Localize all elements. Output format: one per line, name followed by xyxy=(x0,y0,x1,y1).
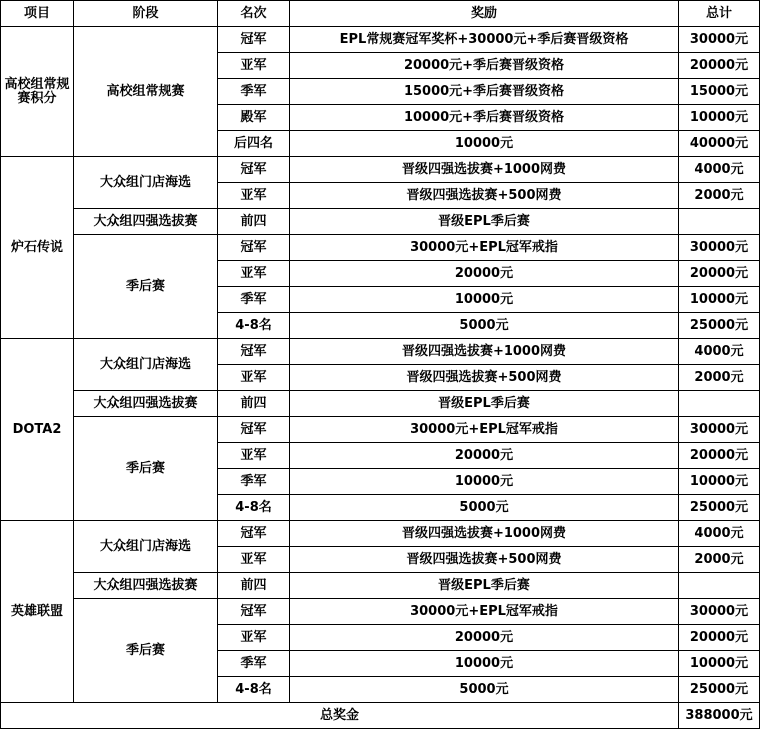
reward-cell: 30000元+EPL冠军戒指 xyxy=(290,599,679,625)
project-cell: 英雄联盟 xyxy=(1,521,74,703)
total-cell: 4000元 xyxy=(679,157,760,183)
table-row xyxy=(1,27,760,53)
reward-cell: 30000元+EPL冠军戒指 xyxy=(290,417,679,443)
reward-cell: 5000元 xyxy=(290,677,679,703)
reward-cell: 晋级四强选拔赛+1000网费 xyxy=(290,521,679,547)
total-cell: 4000元 xyxy=(679,521,760,547)
total-cell: 15000元 xyxy=(679,79,760,105)
reward-cell: 10000元 xyxy=(290,131,679,157)
rank-cell: 季军 xyxy=(218,79,290,105)
reward-cell: 30000元+EPL冠军戒指 xyxy=(290,235,679,261)
total-cell: 30000元 xyxy=(679,417,760,443)
total-cell: 25000元 xyxy=(679,495,760,521)
rank-cell: 冠军 xyxy=(218,339,290,365)
rank-cell: 亚军 xyxy=(218,547,290,573)
total-cell: 10000元 xyxy=(679,287,760,313)
reward-cell: 5000元 xyxy=(290,495,679,521)
rank-cell: 前四 xyxy=(218,391,290,417)
total-cell xyxy=(679,391,760,417)
rank-cell: 季军 xyxy=(218,469,290,495)
rank-cell: 冠军 xyxy=(218,235,290,261)
reward-cell: 10000元+季后赛晋级资格 xyxy=(290,105,679,131)
header-stage: 阶段 xyxy=(74,1,218,27)
rank-cell: 冠军 xyxy=(218,157,290,183)
reward-cell: 20000元 xyxy=(290,443,679,469)
total-cell: 30000元 xyxy=(679,599,760,625)
footer-row xyxy=(1,703,760,729)
table-row xyxy=(1,391,760,417)
reward-cell: 晋级四强选拔赛+500网费 xyxy=(290,183,679,209)
stage-cell: 大众组门店海选 xyxy=(74,157,218,209)
rank-cell: 殿军 xyxy=(218,105,290,131)
rank-cell: 亚军 xyxy=(218,365,290,391)
rank-cell: 季军 xyxy=(218,287,290,313)
total-cell: 10000元 xyxy=(679,105,760,131)
total-cell: 20000元 xyxy=(679,443,760,469)
stage-cell: 大众组四强选拔赛 xyxy=(74,573,218,599)
table-row xyxy=(1,209,760,235)
table-row xyxy=(1,573,760,599)
total-cell xyxy=(679,573,760,599)
reward-cell: 5000元 xyxy=(290,313,679,339)
total-cell: 30000元 xyxy=(679,27,760,53)
rank-cell: 季军 xyxy=(218,651,290,677)
total-cell: 10000元 xyxy=(679,469,760,495)
total-cell: 2000元 xyxy=(679,365,760,391)
total-cell: 25000元 xyxy=(679,677,760,703)
total-cell: 20000元 xyxy=(679,625,760,651)
table-row xyxy=(1,521,760,547)
rank-cell: 亚军 xyxy=(218,183,290,209)
total-prize-label: 总奖金 xyxy=(1,703,679,729)
header-total: 总计 xyxy=(679,1,760,27)
rank-cell: 前四 xyxy=(218,209,290,235)
total-cell xyxy=(679,209,760,235)
rank-cell: 前四 xyxy=(218,573,290,599)
reward-cell: 晋级四强选拔赛+1000网费 xyxy=(290,339,679,365)
rank-cell: 亚军 xyxy=(218,443,290,469)
total-cell: 10000元 xyxy=(679,651,760,677)
header-reward: 奖励 xyxy=(290,1,679,27)
stage-cell: 大众组四强选拔赛 xyxy=(74,209,218,235)
stage-cell: 季后赛 xyxy=(74,235,218,339)
rank-cell: 4-8名 xyxy=(218,495,290,521)
reward-cell: 15000元+季后赛晋级资格 xyxy=(290,79,679,105)
reward-cell: 晋级EPL季后赛 xyxy=(290,391,679,417)
project-cell: 高校组常规赛积分 xyxy=(1,27,74,157)
rank-cell: 冠军 xyxy=(218,27,290,53)
table-row xyxy=(1,599,760,625)
reward-cell: 10000元 xyxy=(290,287,679,313)
table-row xyxy=(1,157,760,183)
header-project: 项目 xyxy=(1,1,74,27)
total-cell: 40000元 xyxy=(679,131,760,157)
rank-cell: 亚军 xyxy=(218,625,290,651)
total-cell: 20000元 xyxy=(679,53,760,79)
table-row xyxy=(1,339,760,365)
rank-cell: 4-8名 xyxy=(218,677,290,703)
rank-cell: 冠军 xyxy=(218,599,290,625)
reward-cell: 20000元 xyxy=(290,261,679,287)
rank-cell: 冠军 xyxy=(218,521,290,547)
reward-cell: 10000元 xyxy=(290,469,679,495)
header-rank: 名次 xyxy=(218,1,290,27)
reward-cell: 20000元+季后赛晋级资格 xyxy=(290,53,679,79)
reward-cell: 晋级四强选拔赛+1000网费 xyxy=(290,157,679,183)
rank-cell: 后四名 xyxy=(218,131,290,157)
project-cell: 炉石传说 xyxy=(1,157,74,339)
stage-cell: 高校组常规赛 xyxy=(74,27,218,157)
stage-cell: 季后赛 xyxy=(74,599,218,703)
stage-cell: 大众组门店海选 xyxy=(74,521,218,573)
total-cell: 20000元 xyxy=(679,261,760,287)
table-row xyxy=(1,235,760,261)
total-cell: 25000元 xyxy=(679,313,760,339)
total-cell: 30000元 xyxy=(679,235,760,261)
stage-cell: 季后赛 xyxy=(74,417,218,521)
total-prize-value: 388000元 xyxy=(679,703,760,729)
reward-cell: 晋级四强选拔赛+500网费 xyxy=(290,547,679,573)
rank-cell: 冠军 xyxy=(218,417,290,443)
reward-cell: 20000元 xyxy=(290,625,679,651)
rank-cell: 4-8名 xyxy=(218,313,290,339)
total-cell: 2000元 xyxy=(679,547,760,573)
project-cell: DOTA2 xyxy=(1,339,74,521)
stage-cell: 大众组门店海选 xyxy=(74,339,218,391)
reward-cell: 晋级EPL季后赛 xyxy=(290,209,679,235)
rank-cell: 亚军 xyxy=(218,261,290,287)
reward-cell: 10000元 xyxy=(290,651,679,677)
header-row xyxy=(1,1,760,27)
stage-cell: 大众组四强选拔赛 xyxy=(74,391,218,417)
total-cell: 2000元 xyxy=(679,183,760,209)
total-cell: 4000元 xyxy=(679,339,760,365)
reward-cell: 晋级EPL季后赛 xyxy=(290,573,679,599)
reward-cell: 晋级四强选拔赛+500网费 xyxy=(290,365,679,391)
reward-cell: EPL常规赛冠军奖杯+30000元+季后赛晋级资格 xyxy=(290,27,679,53)
rank-cell: 亚军 xyxy=(218,53,290,79)
table-row xyxy=(1,417,760,443)
